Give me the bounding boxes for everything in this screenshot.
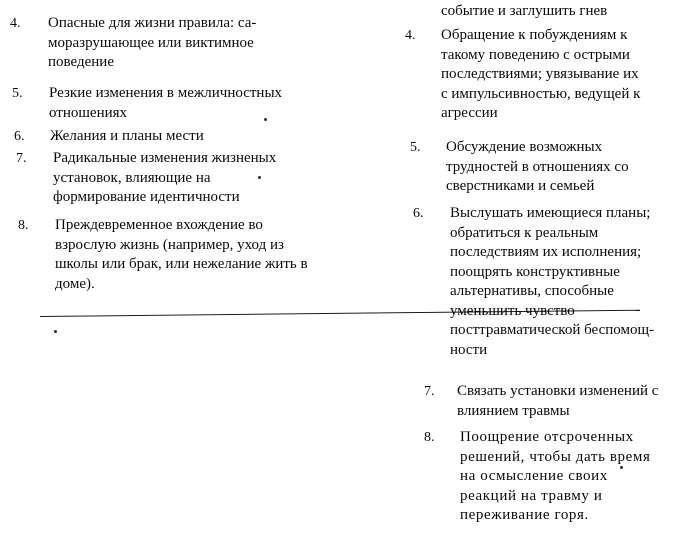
- item-text: [457, 382, 697, 421]
- item-number: 5.: [12, 86, 23, 101]
- text-line: моразрушающее или виктимное: [48, 34, 254, 51]
- text-line: поведение: [48, 54, 114, 70]
- item-text: [460, 428, 700, 526]
- text-line: влиянием травмы: [457, 402, 570, 419]
- scan-speck: [264, 118, 267, 121]
- text-line: реакций на травму и: [460, 487, 603, 504]
- text-line: Резкие изменения в межличностных: [49, 85, 283, 101]
- text-line: Радикальные изменения жизненых: [53, 150, 277, 166]
- item-number: 7.: [424, 384, 435, 399]
- text-line: посттравматической беспомощ-: [450, 322, 655, 338]
- text-line: сверстниками и семьей: [446, 178, 595, 194]
- scan-speck: [54, 330, 57, 333]
- text-line: решений, чтобы дать время: [460, 448, 651, 465]
- text-line: Связать установки изменений с: [457, 383, 659, 399]
- text-line: Опасные для жизни правила: са-: [48, 15, 257, 31]
- scan-speck: [620, 466, 623, 469]
- text-line: уменьшить чувство: [450, 302, 575, 319]
- item-number: 6.: [413, 206, 424, 221]
- item-text: [446, 138, 696, 197]
- text-line: формирование идентичности: [53, 189, 240, 205]
- item-number: 6.: [14, 129, 25, 144]
- item-text: [441, 26, 691, 124]
- item-number: 8.: [18, 218, 29, 233]
- item-number: 8.: [424, 430, 435, 445]
- text-line: с импульсивностью, ведущей к: [441, 85, 641, 102]
- text-line: трудностей в отношениях со: [446, 158, 629, 175]
- item-text: [53, 149, 373, 208]
- item-number: 4.: [405, 28, 416, 43]
- text-line: последствиями; увязывание их: [441, 66, 639, 82]
- text-line: Желания и планы мести: [50, 128, 204, 144]
- text-line: Выслушать имеющиеся планы;: [450, 205, 651, 221]
- text-line: установок, влияющие на: [53, 169, 211, 186]
- text-line: обратиться к реальным: [450, 224, 599, 241]
- item-text: [450, 204, 700, 360]
- text-line: событие и заглушить гнев: [441, 3, 608, 19]
- item-number: 4.: [10, 16, 21, 31]
- text-line: Преждевременное вхождение во: [55, 217, 263, 233]
- text-line: агрессии: [441, 105, 498, 121]
- text-line: переживание горя.: [460, 507, 589, 523]
- text-line: на осмысление своих: [460, 468, 608, 484]
- item-text: [49, 84, 369, 123]
- text-line: поощрять конструктивные: [450, 263, 620, 280]
- text-line: Поощрение отсроченных: [460, 429, 634, 445]
- item-text: [50, 127, 370, 147]
- item-number: 5.: [410, 140, 421, 155]
- text-line: альтернативы, способные: [450, 283, 614, 299]
- text-line: отношениях: [49, 104, 128, 121]
- item-text: [55, 216, 385, 294]
- text-line: доме).: [55, 275, 95, 292]
- scan-speck: [258, 176, 261, 179]
- item-number: 7.: [16, 151, 27, 166]
- text-line: взрослую жизнь (например, уход из: [55, 236, 284, 253]
- text-line: Обращение к побуждениям к: [441, 27, 628, 43]
- text-line: Обсуждение возможных: [446, 139, 603, 155]
- item-text: [48, 14, 368, 73]
- text-line: последствиям их исполнения;: [450, 244, 642, 260]
- item-text: [441, 2, 700, 22]
- text-line: ности: [450, 341, 488, 358]
- text-line: школы или брак, или нежелание жить в: [55, 256, 308, 272]
- text-line: такому поведению с острыми: [441, 46, 630, 63]
